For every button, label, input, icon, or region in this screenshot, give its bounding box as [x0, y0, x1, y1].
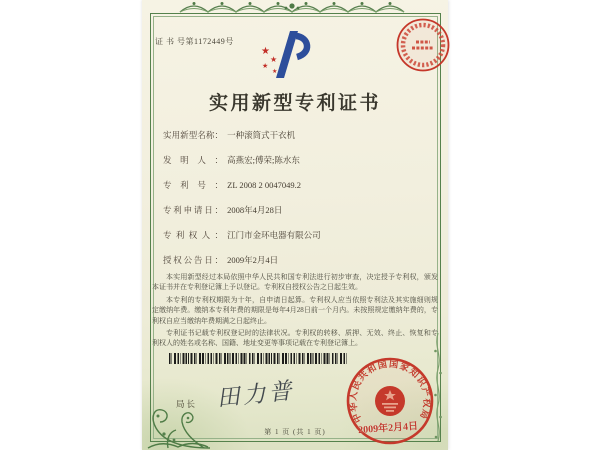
legal-paragraph-term: 本专利的专利权期限为十年，自申请日起算。专利权人应当依照专利法及其实施细则规定缴纳年费。缴纳本专利年费的期限是每年4月28日前一个月内。未按照规定缴纳年费的，专利权自应当缴纳年费期满之日起终止。 [152, 295, 438, 325]
field-row-patentee [163, 229, 432, 254]
red-circular-seal-icon [395, 17, 451, 73]
sipo-logo-icon [259, 30, 311, 80]
field-value: ZL 2008 2 0047049.2 [227, 180, 301, 190]
field-label: 专利号： [163, 180, 223, 190]
legal-text [152, 272, 438, 351]
field-value: 江门市金环电器有限公司 [227, 230, 321, 240]
field-row-name [163, 129, 432, 154]
seal-date: 2009年2月4日 [357, 420, 419, 437]
field-value: 2008年4月28日 [227, 205, 283, 215]
legal-paragraph-grant: 本实用新型经过本局依照中华人民共和国专利法进行初步审查，决定授予专利权，颁发本证书并在专利登记簿上予以登记。专利权自授权公告之日起生效。 [152, 273, 438, 292]
seal-ring-text: 中华人民共和国国家知识产权局 [347, 358, 433, 425]
page-footer: 第 1 页 (共 1 页) [264, 428, 326, 436]
top-garland-ornament-icon [178, 0, 412, 15]
director-signature: 田力普 [215, 378, 296, 413]
field-row-patent-number [163, 179, 432, 204]
barcode [169, 353, 347, 364]
certificate-number: 证 书 号第1172449号 [155, 37, 234, 46]
right-vine-ornament-icon [432, 333, 444, 445]
field-value: 一种滚筒式干衣机 [227, 130, 296, 140]
legal-paragraph-register: 专利证书记载专利权登记时的法律状况。专利权的转移、质押、无效、终止、恢复和专利权人的姓名或名称、国籍、地址变更等事项记载在专利登记簿上。 [152, 329, 438, 348]
svg-text:★: ★ [270, 55, 278, 64]
field-row-filing-date [163, 204, 432, 229]
field-label: 发明人： [163, 155, 223, 165]
svg-text:★: ★ [272, 68, 278, 75]
field-row-inventor [163, 154, 432, 179]
field-value: 高燕宏;傅荣;陈水东 [227, 155, 300, 165]
field-value: 2009年2月4日 [227, 255, 279, 265]
field-label: 专利申请日： [163, 205, 223, 215]
certificate-title: 实用新型专利证书 [208, 93, 381, 114]
svg-text:★: ★ [262, 62, 269, 70]
patent-certificate [142, 0, 448, 450]
director-label: 局长 [176, 399, 198, 409]
field-label: 专利权人： [163, 230, 223, 240]
field-label: 实用新型名称： [163, 130, 223, 140]
field-list [163, 129, 432, 279]
corner-flourish-icon [144, 384, 214, 450]
field-label: 授权公告日： [163, 255, 223, 265]
svg-text:★: ★ [261, 46, 270, 57]
